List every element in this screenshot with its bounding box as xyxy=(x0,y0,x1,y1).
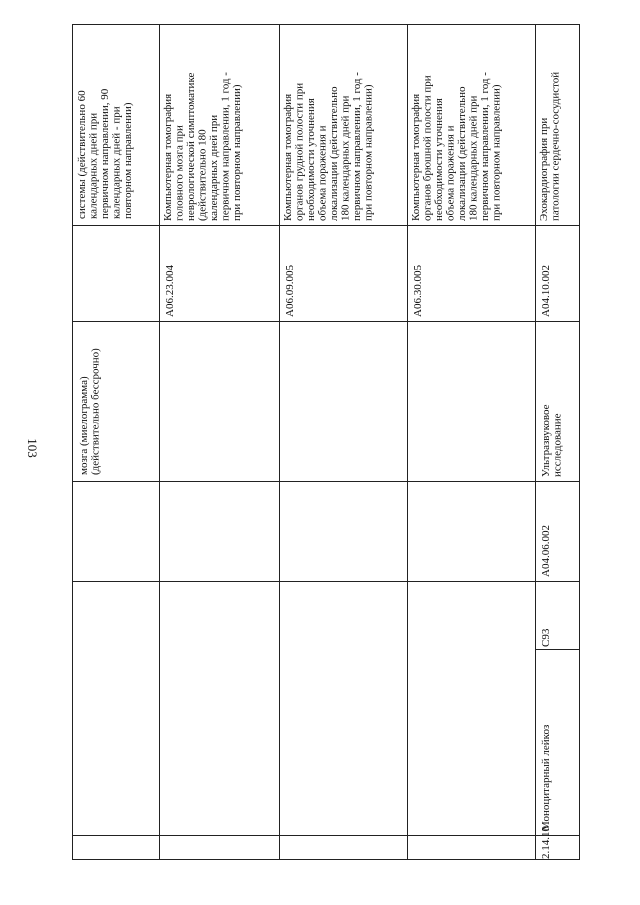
column-divider xyxy=(73,835,579,836)
result-cell: системы (действительно 60 календарных дней при первичном направлении, 90 календарных дней - при повторном направлении) xyxy=(76,88,134,219)
code-cell: A04.10.002 xyxy=(540,265,552,317)
row-divider xyxy=(535,25,536,859)
code-cell: A06.23.004 xyxy=(164,265,176,317)
code-cell: A06.09.005 xyxy=(284,265,296,317)
row-number-cell: 2.14.10 xyxy=(540,826,552,859)
row-divider xyxy=(159,25,160,859)
column-divider xyxy=(73,581,579,582)
icd-code-cell: C93 xyxy=(540,628,552,647)
code-cell: A06.30.005 xyxy=(412,265,424,317)
column-divider xyxy=(73,225,579,226)
document-table xyxy=(72,24,580,860)
row-divider xyxy=(279,25,280,859)
result-cell: Эхокардиография при патологии сердечно-сосудистой xyxy=(538,71,562,221)
result-cell: Компьютерная томография органов брюшной полости при необходимости уточнения объема поражения и локализации (действительно 180 календарных дней при первичном направлении, 1 год - при повторном направлении) xyxy=(410,72,503,221)
service-name-cell: Ультразвуковое исследование xyxy=(540,404,564,477)
column-divider xyxy=(535,649,579,650)
row-divider xyxy=(407,25,408,859)
page-number: 103 xyxy=(24,438,40,458)
column-divider xyxy=(73,481,579,482)
service-code-cell: A04.06.002 xyxy=(540,525,552,577)
column-divider xyxy=(73,321,579,322)
service-name-cell: мозга (миелограмма) (действительно бессрочно) xyxy=(78,348,102,475)
result-cell: Компьютерная томография органов грудной полости при необходимости уточнения объема поражения и локализации (действительно 180 календарных дней при первичном направлении, 1 год - при повторном направлении) xyxy=(282,72,375,221)
disease-cell: Моноцитарный лейкоз xyxy=(540,724,552,831)
result-cell: Компьютерная томография головного мозга при неврологической симптоматике (действительно 180 календарных дней при первичном направлении, 1 год - при повторном направлении) xyxy=(162,72,243,221)
